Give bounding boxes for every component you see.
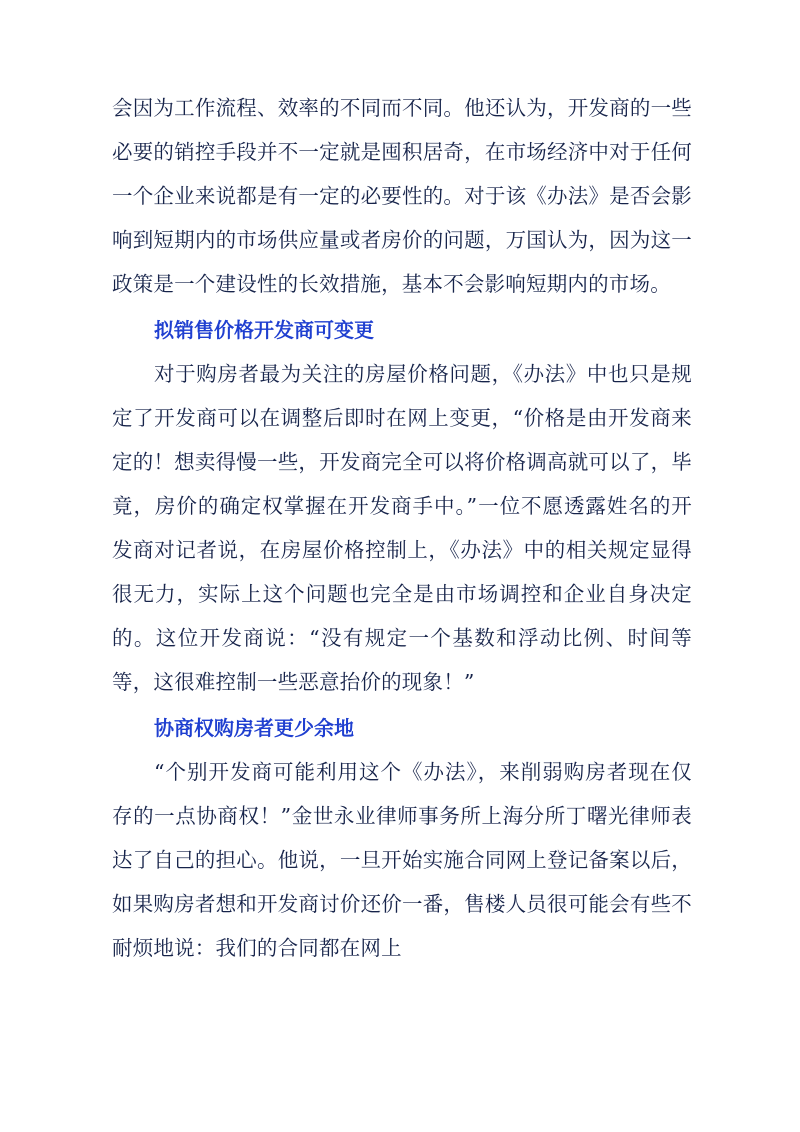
paragraph-market-supply: 会因为工作流程、效率的不同而不同。他还认为，开发商的一些必要的销控手段并不一定就是囤积居奇，在市场经济中对于任何一个企业来说都是有一定的必要性的。对于该《办法》是否会影响到短期内的市场供应量或者房价的问题，万国认为，因为这一政策是一个建设性的长效措施，基本不会影响短期内的市场。 — [112, 96, 692, 296]
paragraph-negotiation: “个别开发商可能利用这个《办法》，来削弱购房者现在仅存的一点协商权！”金世永业律师事务所上海分所丁曙光律师表达了自己的担心。他说，一旦开始实施合同网上登记备案以后，如果购房者想和开发商讨价还价一番，售楼人员很可能会有些不耐烦地说：我们的合同都在网上 — [112, 760, 692, 960]
document-body — [112, 86, 692, 970]
heading-price-change: 拟销售价格开发商可变更 — [154, 318, 374, 342]
heading-negotiation-right: 协商权购房者更少余地 — [154, 716, 354, 740]
paragraph-price-control: 对于购房者最为关注的房屋价格问题，《办法》中也只是规定了开发商可以在调整后即时在网上变更，“价格是由开发商来定的！想卖得慢一些，开发商完全可以将价格调高就可以了，毕竟，房价的确定权掌握在开发商手中。”一位不愿透露姓名的开发商对记者说，在房屋价格控制上，《办法》中的相关规定显得很无力，实际上这个问题也完全是由市场调控和企业自身决定的。这位开发商说：“没有规定一个基数和浮动比例、时间等等，这很难控制一些恶意抬价的现象！” — [112, 362, 692, 694]
